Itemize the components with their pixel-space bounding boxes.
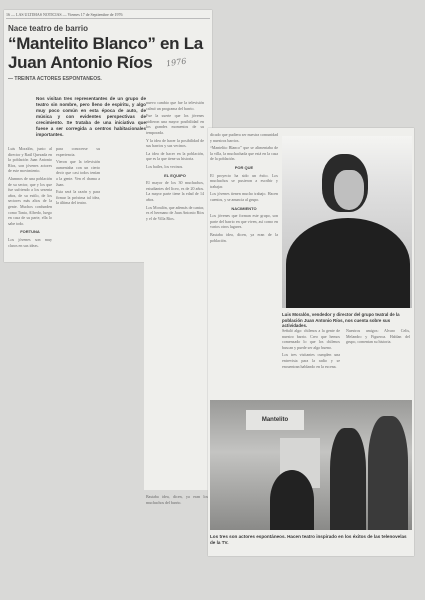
portrait-face (334, 170, 364, 210)
col1-p2: Alumnos de una población de su sector, que y los que fue sufriendo a los sesenta años, de su estilo, de los sectores más altos de la gente. Muchos confunden como Tania, Alfredo, luego en casa de su parte, ella lo sabe todo. (8, 175, 52, 226)
column-3 (146, 100, 204, 223)
col2-p1: para conocerse su experiencia. (56, 146, 100, 157)
bottom-paragraph: Bastaba idea, dicen, ya eran los muchachos del barrio. (146, 494, 208, 505)
col5-p2: Los tres visitantes cumplen una entrevista para la radio y se encuentran hablando en la escena. (282, 352, 340, 369)
handwritten-date: 1976 (165, 56, 187, 69)
subhead-fortuna: FORTUNA (20, 229, 40, 235)
col2-p3: Esta será la razón y para firmar la próxima tal idea, la última del teatro. (56, 189, 100, 206)
col3-tail-1: El mayor de los 30 muchachos, estudiantes del liceo, es de 20 años. La mayor parte tiene la edad de 14 años. (146, 180, 204, 202)
lead-paragraph: Nos visitan tres representantes de un grupo de teatro sin nombre, pero lleno de espíritu, y algo muy poco común en esta época de auto, de música y con evidentes perspectivas de crecimiento. Se trataba de una iniciativa que fuese a ser corregida a centros habitacionales importantes. (36, 96, 146, 137)
caption-group: Los tres son actores espontáneos. Hacen teatro inspirado en los éxitos de las telenovelas de la TV. (210, 534, 407, 545)
caption-portrait: Luis Moralón, vendedor y director del grupo teatral de la población Juan Antonio Ríos, nos cuenta sobre sus actividades. (282, 312, 400, 329)
col4-p2: “Mantelito Blanco” que se alimentaba de la villa, la muchachada que está en la casa de la población. (210, 145, 278, 162)
col3-p3: Y la idea de hacer la posibilidad de sus barrios y sus vecinos. (146, 137, 204, 149)
column-4 (210, 132, 278, 245)
col5-p1: Señaló algo: chilenos a la gente de nuestro barrio. Creo que hemos comenzado lo que los chilenos buscan y puede ser algo bueno. (282, 328, 340, 350)
col4-p1: dicado que pudiera ser nuestra comunidad y nuestros barrios. (210, 132, 278, 143)
nacimiento-p2: Bastaba idea, dicen, ya eran de la población. (210, 231, 278, 243)
col1-tail: Los jóvenes son muy claros en sus ideas. (8, 236, 52, 248)
col4-tail-1: El proyecto ha sido un éxito. Los muchachos se pusieron a escribir y trabajar. (210, 172, 278, 189)
col3-tail-2: Los Moralón, que además de cantar, es el hermano de Juan Antonio Ríos y el de Villa Ríos. (146, 204, 204, 221)
nacimiento-p1: Los jóvenes que forman este grupo, son parte del barrio en que viven, así como en varios otros lugares. (210, 213, 278, 230)
subhead-por-que: POR QUE (234, 164, 254, 170)
col3-p2: Fue la suerte que los jóvenes pidieron una mayor posibilidad en los grandes momentos de su temporada. (146, 113, 204, 135)
subhead-nacimiento: NACIMIENTO (231, 205, 257, 211)
column-1 (8, 146, 52, 250)
figure-man (368, 416, 408, 530)
col1-p1: Luis Moralón, junto al director y Raúl Quezada en la población Juan Antonio Ríos, son jóvenes actores de este movimiento. (8, 146, 52, 174)
col3-p5: Los bailes, los vecinos. (146, 163, 184, 169)
kicker: Nace teatro de barrio (8, 24, 89, 33)
column-2 (56, 146, 100, 208)
col3-p4: La idea de hacer en la población, que es la que tiene su historia. (146, 150, 204, 162)
headline: “Mantelito Blanco” en La Juan Antonio Ríos (8, 34, 203, 72)
figure-woman (330, 428, 366, 530)
group-photo (210, 400, 412, 530)
col6-p1: Nuestros amigos: Alvaro Celis, Melandro y Figueroa. Hablan del grupo, comentan su historia. (346, 328, 410, 345)
figure-front (270, 470, 314, 530)
newspaper-header: 16 — LAS ULTIMAS NOTICIAS — Viernes 17 de Septiembre de 1976 (6, 12, 210, 19)
column-6 (346, 328, 410, 347)
portrait-body (286, 218, 410, 308)
col3-p1: nuevo cambio que fue la televisión calmó un programa del barrio. (146, 100, 204, 111)
col2-p2: Vieron que la televisión aumentaba con un cierto decir que casi todos tenían a la gente. Ven el drama a Juan. (56, 159, 100, 187)
column-5 (282, 328, 340, 371)
poster-sign: Mantelito (246, 410, 304, 430)
col4-tail-2: Los jóvenes tienen mucho trabajo. Hacen cuentos, y se anuncia al grupo. (210, 191, 278, 202)
subheadline: — TREINTA ACTORES ESPONTANEOS. (8, 76, 102, 82)
subhead-equipo: EL EQUIPO (164, 172, 186, 178)
portrait-photo (282, 136, 412, 308)
